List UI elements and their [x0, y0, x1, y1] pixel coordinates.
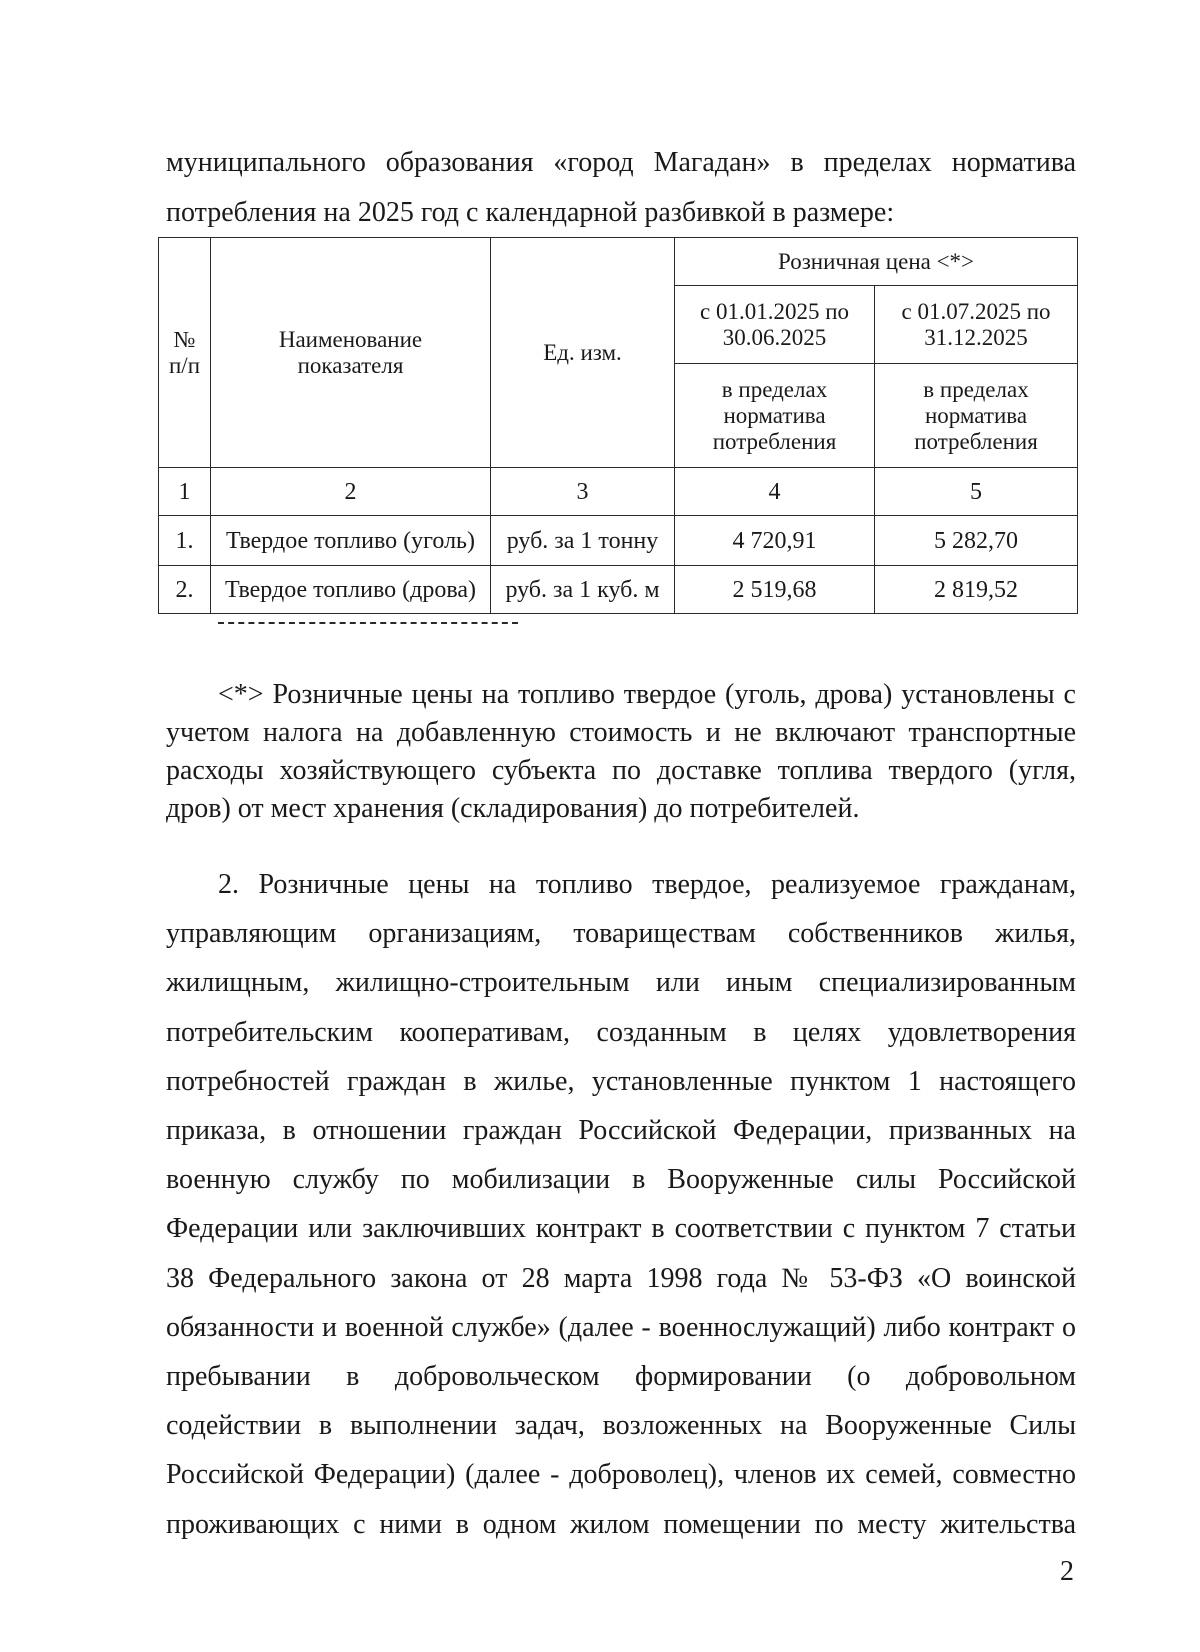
column-number-cell: 1 [159, 468, 211, 516]
table-row [159, 566, 1078, 614]
row-name: Твердое топливо (дрова) [211, 566, 491, 614]
paragraph-2 [166, 860, 1076, 1549]
column-number-cell: 2 [211, 468, 491, 516]
header-period-2: с 01.07.2025 по 31.12.2025 [875, 286, 1078, 364]
header-retail-price: Розничная цена <*> [675, 238, 1078, 286]
paragraph-line: 38 Федерального закона от 28 марта 1998 года № 53-ФЗ «О воинской [166, 1262, 1076, 1294]
paragraph-line: военную службу по мобилизации в Вооруженные силы Российской [166, 1164, 1076, 1196]
footnote-line: расходы хозяйствующего субъекта по доставке топлива твердого (угля, [166, 755, 1076, 786]
paragraph-line: 2. Розничные цены на топливо твердое, реализуемое гражданам, [218, 869, 1076, 900]
row-price-1: 4 720,91 [675, 516, 875, 566]
paragraph-line: потребительским кооперативам, созданным в целях удовлетворения [166, 1016, 1076, 1048]
paragraph-line: потребностей граждан в жилье, установленные пунктом 1 настоящего [166, 1065, 1076, 1097]
footnote [166, 676, 1076, 828]
row-num: 1. [159, 516, 211, 566]
paragraph-line: Российской Федерации) (далее - доброволец), членов их семей, совместно [166, 1459, 1076, 1491]
header-unit: Ед. изм. [491, 238, 675, 468]
intro-line: муниципального образования «город Магадан» в пределах норматива [166, 147, 1076, 178]
retail-price-table [158, 237, 1078, 614]
intro-paragraph [166, 138, 1076, 238]
row-price-2: 5 282,70 [875, 516, 1078, 566]
footnote-line: дров) от мест хранения (складирования) до потребителей. [166, 793, 860, 824]
row-price-2: 2 819,52 [875, 566, 1078, 614]
column-number-cell: 4 [675, 468, 875, 516]
row-price-1: 2 519,68 [675, 566, 875, 614]
footnote-line: учетом налога на добавленную стоимость и не включают транспортные [166, 717, 1076, 748]
header-period-1: с 01.01.2025 по 30.06.2025 [675, 286, 875, 364]
row-unit: руб. за 1 куб. м [491, 566, 675, 614]
row-name: Твердое топливо (уголь) [211, 516, 491, 566]
paragraph-line: приказа, в отношении граждан Российской Федерации, призванных на [166, 1115, 1076, 1147]
paragraph-line: жилищным, жилищно-строительным или иным специализированным [166, 967, 1076, 999]
header-norm-2: в пределах норматива потребления [875, 364, 1078, 468]
paragraph-line: пребывании в добровольческом формировании (о добровольном [166, 1361, 1076, 1393]
column-number-cell: 5 [875, 468, 1078, 516]
footnote-line: <*> Розничные цены на топливо твердое (уголь, дрова) установлены с [218, 679, 1076, 710]
paragraph-line: Федерации или заключивших контракт в соответствии с пунктом 7 статьи [166, 1213, 1076, 1245]
header-name: Наименование показателя [211, 238, 491, 468]
header-norm-1: в пределах норматива потребления [675, 364, 875, 468]
row-num: 2. [159, 566, 211, 614]
table-row [159, 516, 1078, 566]
intro-line: потребления на 2025 год с календарной разбивкой в размере: [166, 197, 895, 228]
header-num: № п/п [159, 238, 211, 468]
paragraph-line: содействии в выполнении задач, возложенных на Вооруженные Силы [166, 1410, 1076, 1442]
paragraph-line: обязанности и военной службе» (далее - военнослужащий) либо контракт о [166, 1311, 1076, 1343]
page-number: 2 [1060, 1556, 1074, 1587]
paragraph-line: управляющим организациям, товариществам собственников жилья, [166, 918, 1076, 950]
footnote-separator [218, 622, 518, 624]
column-number-cell: 3 [491, 468, 675, 516]
paragraph-line: проживающих с ними в одном жилом помещении по месту жительства [166, 1508, 1076, 1540]
row-unit: руб. за 1 тонну [491, 516, 675, 566]
